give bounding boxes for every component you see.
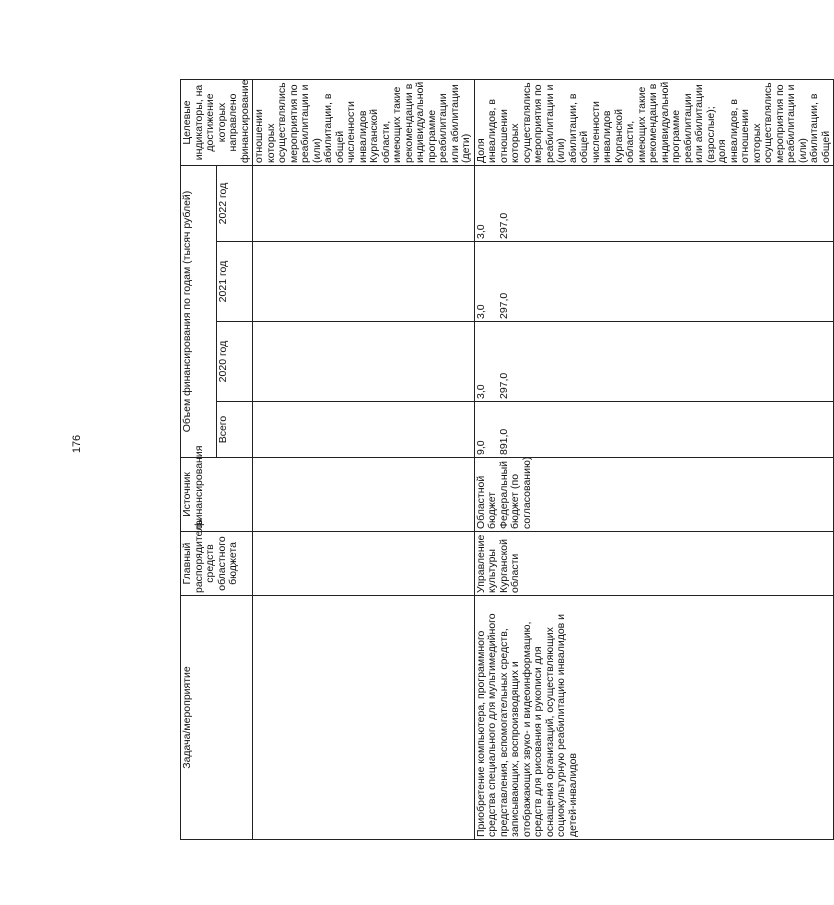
cell-task: Приобретение компьютера, программного средства специального для мультимедийного представления, вспомогательных средств, записывающих, воспроизводящих и отображающих звуко- и видеоинформацию, средств для рисования и рукописи для оснащения организаций, осуществляющих социокультурную реабилитацию инвалидов и детей-инвалидов [474,596,834,840]
cell-source [474,458,834,532]
cell-total-empty [253,402,475,458]
cell-2020 [474,322,834,402]
y2022-federal: 297,0 [497,212,510,239]
y2020-regional: 3,0 [474,384,487,399]
source-regional: Областной бюджет [474,475,498,529]
header-source: Источник финансирования [181,458,253,532]
source-federal: Федеральный бюджет (по согласованию) [497,456,533,529]
cell-manager: Управление культуры Курганской области [474,532,834,596]
cell-task-empty [253,596,475,840]
header-row-1 [181,80,217,840]
table-row-main [474,80,834,840]
rotated-table-sheet [180,79,832,840]
header-2020: 2020 год [217,322,253,402]
cell-manager-empty [253,532,475,596]
y2020-federal: 297,0 [497,372,510,399]
cell-2020-empty [253,322,475,402]
table-row-continuation [253,80,475,840]
header-2021: 2021 год [217,242,253,322]
header-indicators: Целевые индикаторы, на достижение которых направлено финансирование [181,80,253,166]
y2021-regional: 3,0 [474,304,487,319]
cell-2021 [474,242,834,322]
cell-2022 [474,166,834,242]
page-number: 176 [71,434,84,454]
y2022-regional: 3,0 [474,224,487,239]
header-total: Всего [217,402,253,458]
header-2022: 2022 год [217,166,253,242]
header-volume: Объем финансирования по годам (тысяч рублей) [181,166,217,458]
cell-indicator-cont: отношении которых осуществлялись мероприятия по реабилитации и (или) абилитации, в общей численности инвалидов Курганской области, имеющих такие рекомендации в индивидуальной программе реабилитации или абилитации (дети) [253,80,475,166]
cell-source-empty [253,458,475,532]
header-manager: Главный распорядитель средств областного бюджета [181,532,253,596]
y2021-federal: 297,0 [497,292,510,319]
cell-indicator: Доля инвалидов, в отношении которых осуществлялись мероприятия по реабилитации и (или) абилитации, в общей численности инвалидов Курганской области, имеющих такие рекомендации в индивидуальной программе реабилитации или абилитации (взрослые); доля инвалидов, в отношении которых осуществлялись мероприятия по реабилитации и (или) абилитации, в общей [474,80,834,166]
cell-2021-empty [253,242,475,322]
financing-table [180,79,834,840]
header-task: Задача/мероприятие [181,596,253,840]
total-regional: 9,0 [474,440,487,455]
total-federal: 891,0 [497,428,510,455]
cell-2022-empty [253,166,475,242]
cell-total [474,402,834,458]
